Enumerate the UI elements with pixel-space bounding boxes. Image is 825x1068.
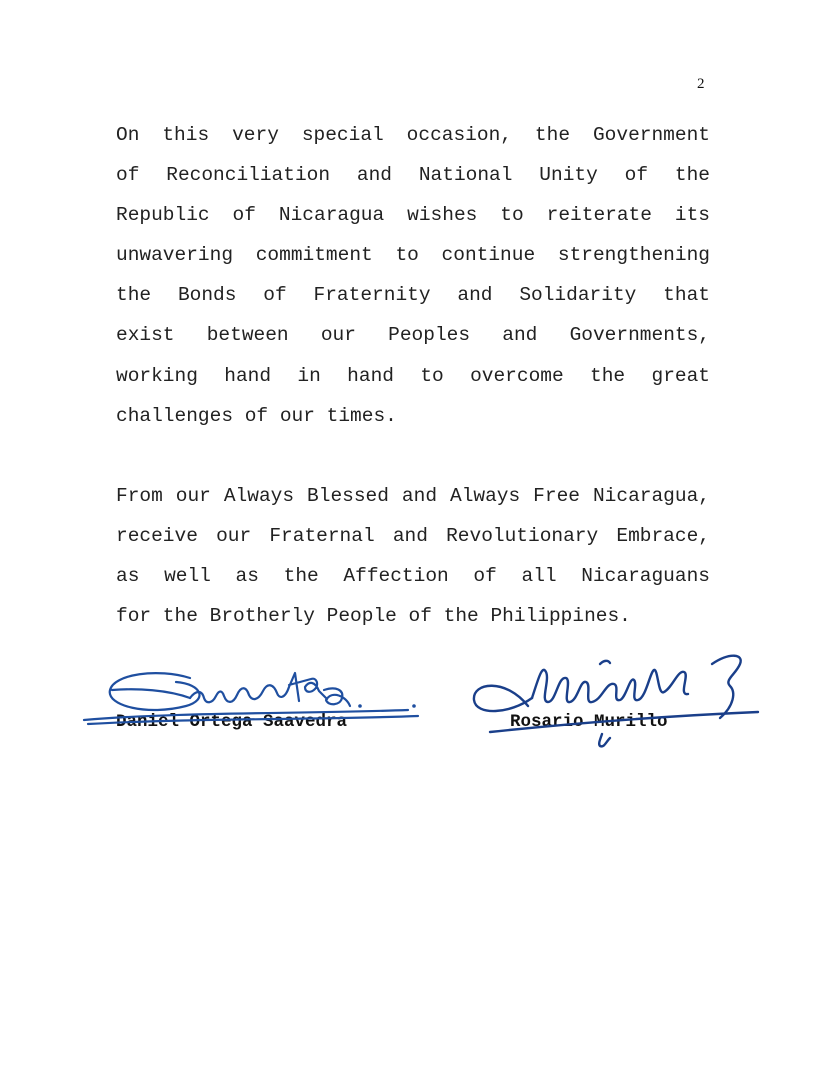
handwritten-signature-rosario-murillo <box>466 642 766 752</box>
paragraph-line: unwavering commitment to continue strengthening <box>116 244 710 266</box>
paragraph-line: exist between our Peoples and Governments, <box>116 324 710 346</box>
paragraph-line: receive our Fraternal and Revolutionary Embrace, <box>116 525 710 547</box>
paragraph-line: From our Always Blessed and Always Free Nicaragua, <box>116 485 710 507</box>
signatory-name-rosario-murillo: Rosario Murillo <box>510 712 668 732</box>
paragraph-line: Republic of Nicaragua wishes to reiterate its <box>116 204 710 226</box>
paragraph-line: for the Brotherly People of the Philippines. <box>116 605 631 627</box>
signatory-name-daniel-ortega: Daniel Ortega Saavedra <box>116 712 348 732</box>
paragraph-line: of Reconciliation and National Unity of the <box>116 164 710 186</box>
paragraph-line: working hand in hand to overcome the great <box>116 365 710 387</box>
paragraph-line: the Bonds of Fraternity and Solidarity that <box>116 284 710 306</box>
paragraph-line: On this very special occasion, the Government <box>116 124 710 146</box>
handwritten-signature-daniel-ortega <box>78 660 438 740</box>
page-number: 2 <box>697 76 705 92</box>
paragraph-line: as well as the Affection of all Nicaraguans <box>116 565 710 587</box>
paragraph-line: challenges of our times. <box>116 405 397 427</box>
